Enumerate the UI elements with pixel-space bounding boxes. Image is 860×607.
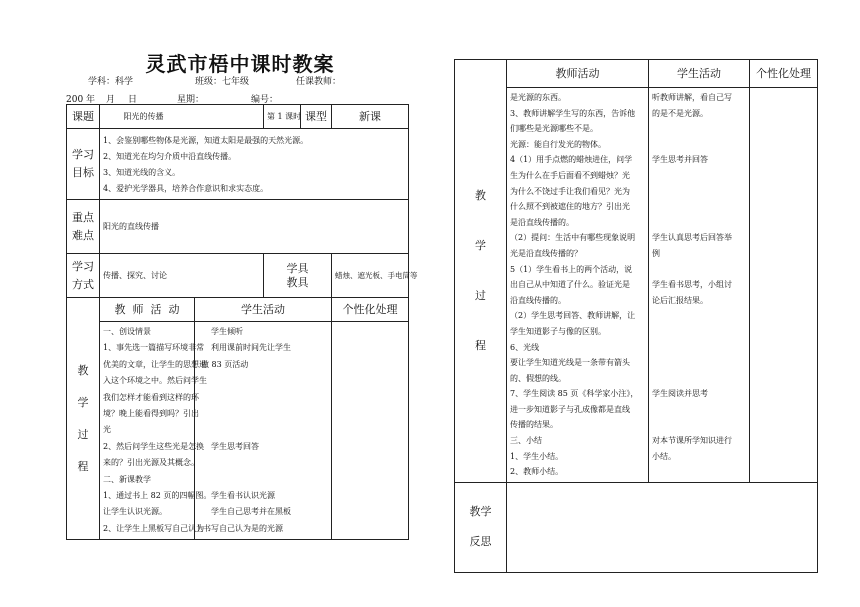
teacher-line: 境？晚上能看得到吗？引出 <box>103 409 199 419</box>
teacher-line: 5（1）学生看书上的两个活动，说 <box>510 264 633 274</box>
student-line: 学生阅读并思考 <box>652 389 708 399</box>
process-char: 过 <box>77 427 89 441</box>
student-line: 的是不是光源。 <box>652 108 708 118</box>
teacher-line: 沿直线传播的。 <box>510 295 566 305</box>
student-line <box>652 340 746 356</box>
teacher-activity-header-right: 教师活动 <box>507 60 649 88</box>
teacher-line: 是沿直线传播的。 <box>510 217 574 227</box>
key-label <box>67 200 100 254</box>
page-title: 灵武市梧中课时教案 <box>145 52 335 76</box>
goal-item: 2、知道光在均匀介质中沿直线传播。 <box>103 152 237 161</box>
student-line: 学生倾听 <box>211 327 243 336</box>
teacher-line: 2、让学生上黑板写自己认为 <box>103 523 205 533</box>
teacher-activity-cell-right <box>507 88 649 483</box>
personal-cell-right <box>750 88 818 483</box>
period-value: 第 1 课时 <box>264 105 301 129</box>
teacher-line: 1、学生小结。 <box>510 451 564 461</box>
teacher-line: 入这个环境之中。然后问学生 <box>103 376 207 386</box>
student-line: 学生看书认识光源 <box>211 491 275 501</box>
reflection-label-2: 反思 <box>469 535 492 549</box>
process-char: 教 <box>475 188 486 202</box>
teacher-line: 优美的文章，让学生的思想进 <box>103 359 207 369</box>
key-label-1: 重点 <box>72 210 94 224</box>
teacher-line: 2、教师小结。 <box>510 467 564 477</box>
method-value: 传播、探究、讨论 <box>100 254 264 298</box>
process-char: 程 <box>77 459 89 473</box>
topic-label: 课题 <box>67 105 100 129</box>
teacher-line: 的、假想的线。 <box>510 373 566 383</box>
student-line: 例 <box>652 248 660 258</box>
teacher-line: 二、新课教学 <box>103 474 151 484</box>
lesson-plan-table-right <box>454 59 818 573</box>
student-line <box>652 184 746 200</box>
goals-label-1: 学习 <box>72 148 94 161</box>
teacher-line: 6、光线 <box>510 342 540 352</box>
student-line <box>652 402 746 418</box>
goal-item: 4、爱护光学器具，培养合作意识和求实态度。 <box>103 184 269 193</box>
student-line: 学生思考回答 <box>211 441 259 451</box>
student-activity-header: 学生活动 <box>195 298 332 322</box>
teacher-line: 学生知道影子与像的区别。 <box>510 326 606 336</box>
goal-item: 1、会鉴别哪些物体是光源，知道太阳是最强的天然光源。 <box>103 136 309 145</box>
student-activity-cell-right <box>649 88 750 483</box>
teacher-line: 7、学生阅读 85 页《科学家小注》， <box>510 389 639 399</box>
personal-header-right: 个性化处理 <box>750 60 818 88</box>
teacher-line: 1、通过书上 82 页的四幅图。 <box>103 491 212 501</box>
student-line: 论后汇报结果。 <box>652 295 708 305</box>
student-line: 上书写自己认为是的光源 <box>195 523 283 533</box>
student-line <box>652 355 746 371</box>
topic-name: 阳光的传播 <box>123 112 164 121</box>
teacher-line: 光源：能自行发光的物体。 <box>510 139 606 149</box>
student-line: 学生看书思考，小组讨 <box>652 280 732 290</box>
student-line: 学生认真思考后回答举 <box>652 233 732 243</box>
tools-value: 蜡烛、遮光板、手电筒等 <box>332 254 409 298</box>
student-line: 听教师讲解，看自己写 <box>652 93 732 102</box>
teacher-line: （2）学生思考回答、教师讲解，让 <box>510 311 636 321</box>
student-line <box>652 215 746 231</box>
reflection-label-1: 教学 <box>469 505 492 519</box>
student-line <box>201 390 328 406</box>
process-label-right <box>455 60 507 483</box>
student-line: 学生思考并回答 <box>652 155 708 165</box>
teacher-line: 光是沿直线传播的？ <box>510 248 582 258</box>
student-line <box>201 455 328 471</box>
goals-label <box>67 129 100 200</box>
student-line: 利用课前时间先让学生 <box>211 343 291 353</box>
method-label <box>67 254 100 298</box>
student-line <box>201 422 328 438</box>
tools-label-2: 教具 <box>286 275 309 289</box>
student-line <box>201 472 328 488</box>
goals-list <box>100 129 409 200</box>
student-line: 学生自己思考并在黑板 <box>211 507 291 517</box>
weekday-label: 星期： <box>177 95 205 105</box>
teacher-activity-cell <box>100 322 212 540</box>
method-label-2: 方式 <box>72 277 94 291</box>
student-line <box>652 262 746 278</box>
type-value: 新课 <box>332 105 409 129</box>
student-activity-cell <box>195 322 332 540</box>
teacher-line: 三、小结 <box>510 436 542 446</box>
goal-item: 3、知道光线的含义。 <box>103 168 181 177</box>
teacher-line: 一、创设情景 <box>103 327 151 336</box>
teacher-line: 光 <box>103 425 111 435</box>
month-label: 月 <box>106 95 116 105</box>
subject-label: 学科：科学 <box>88 77 134 87</box>
goals-label-2: 目标 <box>72 166 94 179</box>
teacher-line: 们哪些是光源哪些不是。 <box>510 124 598 134</box>
teacher-activity-header: 教 师 活 动 <box>100 298 195 322</box>
process-label <box>67 298 100 540</box>
teacher-line: 让学生认识光源。 <box>103 507 167 517</box>
reflection-label <box>455 482 507 572</box>
type-label: 课型 <box>301 105 332 129</box>
student-line <box>652 371 746 387</box>
student-line <box>201 406 328 422</box>
teacher-line: 1、事先选一篇描写环境非常 <box>103 343 205 353</box>
student-line <box>652 199 746 215</box>
student-line <box>652 324 746 340</box>
student-line <box>652 168 746 184</box>
topic-value <box>100 105 264 129</box>
student-line <box>652 417 746 433</box>
teacher-label: 任课教师： <box>296 77 342 87</box>
personal-header: 个性化处理 <box>332 298 409 322</box>
student-line <box>652 121 746 137</box>
student-line <box>652 308 746 324</box>
student-line: 对本节课所学知识进行 <box>652 436 732 446</box>
process-char: 教 <box>77 363 89 377</box>
process-char: 学 <box>475 238 486 252</box>
student-line <box>652 464 746 480</box>
teacher-line: 2、然后问学生这些光是怎换 <box>103 441 205 451</box>
process-char: 过 <box>475 288 486 302</box>
process-char: 学 <box>77 395 89 409</box>
teacher-line: 来的？引出光源及其概念。 <box>103 458 199 468</box>
teacher-line: （2）提问：生活中有哪些现象说明 <box>510 233 636 243</box>
tools-label <box>264 254 332 298</box>
teacher-line: 出自己从中知道了什么。验证光是 <box>510 280 630 290</box>
method-label-1: 学习 <box>72 259 94 273</box>
teacher-line: 生为什么在手后面看不到蜡烛？光 <box>510 170 630 180</box>
number-label: 编号： <box>251 95 279 105</box>
class-label: 班级：七年级 <box>195 77 250 87</box>
process-char: 程 <box>475 338 486 352</box>
student-activity-header-right: 学生活动 <box>649 60 750 88</box>
student-line <box>201 373 328 389</box>
teacher-line: 什么照不到被遮住的地方？引出光 <box>510 202 630 212</box>
student-line: 做 83 页活动 <box>201 359 249 369</box>
key-label-2: 难点 <box>72 228 94 242</box>
teacher-line: 进一步知道影子与孔成像都是直线 <box>510 404 630 414</box>
teacher-line: 我们怎样才能看到这样的环 <box>103 392 199 402</box>
teacher-line: 3、教师讲解学生写的东西，告诉他 <box>510 108 636 118</box>
teacher-line: 是光源的东西。 <box>510 93 566 102</box>
student-line <box>652 137 746 153</box>
student-line: 小结。 <box>652 451 676 461</box>
teacher-line: 传播的结果。 <box>510 420 558 430</box>
tools-label-1: 学具 <box>286 261 309 275</box>
reflection-cell <box>507 482 818 572</box>
day-label: 日 <box>128 95 138 105</box>
teacher-line: 4（1）用手点燃的蜡烛进住，问学 <box>510 155 633 165</box>
personal-cell <box>332 322 409 540</box>
teacher-line: 为什么不饶过手让我们看见？光为 <box>510 186 630 196</box>
year-label: 200 年 <box>66 95 96 105</box>
teacher-line: 要让学生知道光线是一条带有箭头 <box>510 358 630 368</box>
lesson-plan-table-left <box>66 104 418 540</box>
key-value: 阳光的直线传播 <box>100 200 409 254</box>
